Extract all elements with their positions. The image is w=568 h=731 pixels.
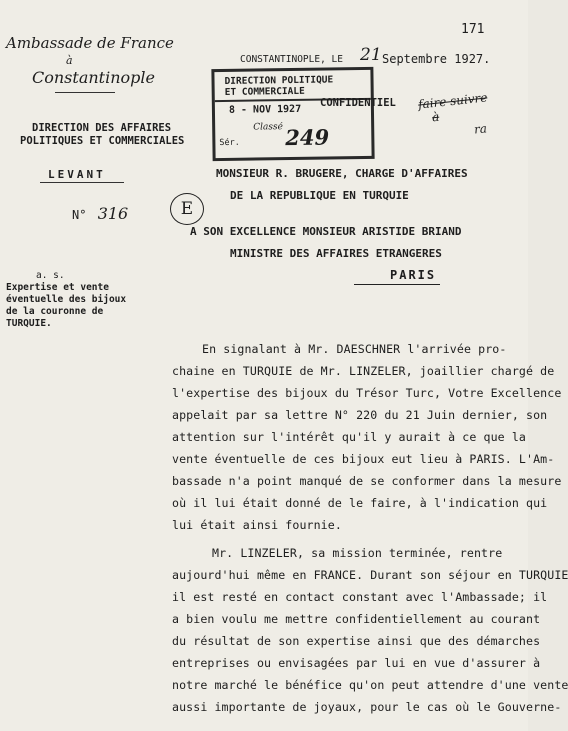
subject-line4: TURQUIE. — [6, 318, 52, 329]
stamp-class: Classé — [253, 122, 283, 133]
dispatch-number — [72, 204, 128, 223]
body-line-7: bassade n'a point manqué de se conformer dans la mesure — [172, 474, 562, 488]
direction-line2: POLITIQUES ET COMMERCIALES — [20, 135, 185, 147]
body-line-5: attention sur l'intérêt qu'il y aurait à ce que la — [172, 430, 527, 444]
region-rule — [40, 182, 124, 183]
letterhead-line1: Ambassade de France — [6, 34, 174, 52]
handwritten-note-line3: ra — [473, 121, 488, 137]
body-line-17: aussi importante de joyaux, pour le cas où le Gouverne- — [172, 700, 562, 714]
confidential-label: CONFIDENTIEL — [320, 97, 396, 109]
reception-stamp — [211, 67, 374, 161]
body-line-16: notre marché le bénéfice qu'on peut attendre d'une vente — [172, 678, 568, 692]
subject-line2: éventuelle des bijoux — [6, 294, 127, 305]
recipient-rule — [354, 284, 440, 285]
stamp-number: 249 — [285, 124, 330, 151]
page-number: 171 — [461, 22, 485, 37]
letterhead-a: à — [66, 54, 73, 67]
stamp-date: 8 - NOV 1927 — [228, 103, 302, 116]
letterhead-embassy — [6, 34, 174, 52]
body-line-11: aujourd'hui même en FRANCE. Durant son séjour en TURQUIE — [172, 568, 568, 582]
letterhead-rule — [55, 92, 115, 93]
circle-mark: E — [170, 193, 204, 225]
date-day: 21 — [360, 45, 382, 65]
body-line-6: vente éventuelle de ces bijoux eut lieu à PARIS. L'Am- — [172, 452, 555, 466]
subject-line1: Expertise et vente — [6, 282, 109, 293]
stamp-line1: DIRECTION POLITIQUE — [224, 74, 334, 87]
date-place: CONSTANTINOPLE, LE — [240, 54, 343, 65]
date-month-year: Septembre 1927. — [382, 52, 491, 66]
body-line-8: où il lui était donné de le faire, à l'indication qui — [172, 496, 548, 510]
letterhead-city: Constantinople — [32, 68, 155, 87]
stamp-line2: ET COMMERCIALE — [224, 85, 305, 98]
sender-line2: DE LA REPUBLIQUE EN TURQUIE — [230, 189, 409, 202]
subject-line3: de la couronne de — [6, 306, 104, 317]
handwritten-note-line2: à — [431, 109, 440, 125]
number-value: 316 — [97, 204, 129, 223]
body-line-2: chaine en TURQUIE de Mr. LINZELER, joaillier chargé de — [172, 364, 555, 378]
body-line-13: a bien voulu me mettre confidentiellement au courant — [172, 612, 541, 626]
recipient-line1: A SON EXCELLENCE MONSIEUR ARISTIDE BRIAND — [190, 225, 462, 238]
stamp-serie: Sér. — [219, 137, 240, 149]
subject-prefix: a. s. — [36, 270, 65, 281]
body-line-14: du résultat de son expertise ainsi que des démarches — [172, 634, 541, 648]
body-line-15: entreprises ou envisagées par lui en vue d'assurer à — [172, 656, 541, 670]
direction-line1: DIRECTION DES AFFAIRES — [32, 122, 172, 134]
body-line-3: l'expertise des bijoux du Trésor Turc, Votre Excellence — [172, 386, 562, 400]
body-line-4: appelait par sa lettre N° 220 du 21 Juin dernier, son — [172, 408, 548, 422]
number-label: N° — [72, 208, 87, 222]
body-line-9: lui était ainsi fournie. — [172, 518, 342, 532]
body-line-12: il est resté en contact constant avec l'Ambassade; il — [172, 590, 548, 604]
recipient-city: PARIS — [390, 268, 437, 282]
recipient-line2: MINISTRE DES AFFAIRES ETRANGERES — [230, 247, 442, 260]
body-line-1: En signalant à Mr. DAESCHNER l'arrivée pro- — [202, 342, 507, 356]
region-label: LEVANT — [48, 168, 106, 181]
sender-line1: MONSIEUR R. BRUGERE, CHARGE D'AFFAIRES — [216, 167, 468, 180]
handwritten-note-line1: faire suivre — [417, 90, 488, 112]
body-line-10: Mr. LINZELER, sa mission terminée, rentre — [212, 546, 503, 560]
